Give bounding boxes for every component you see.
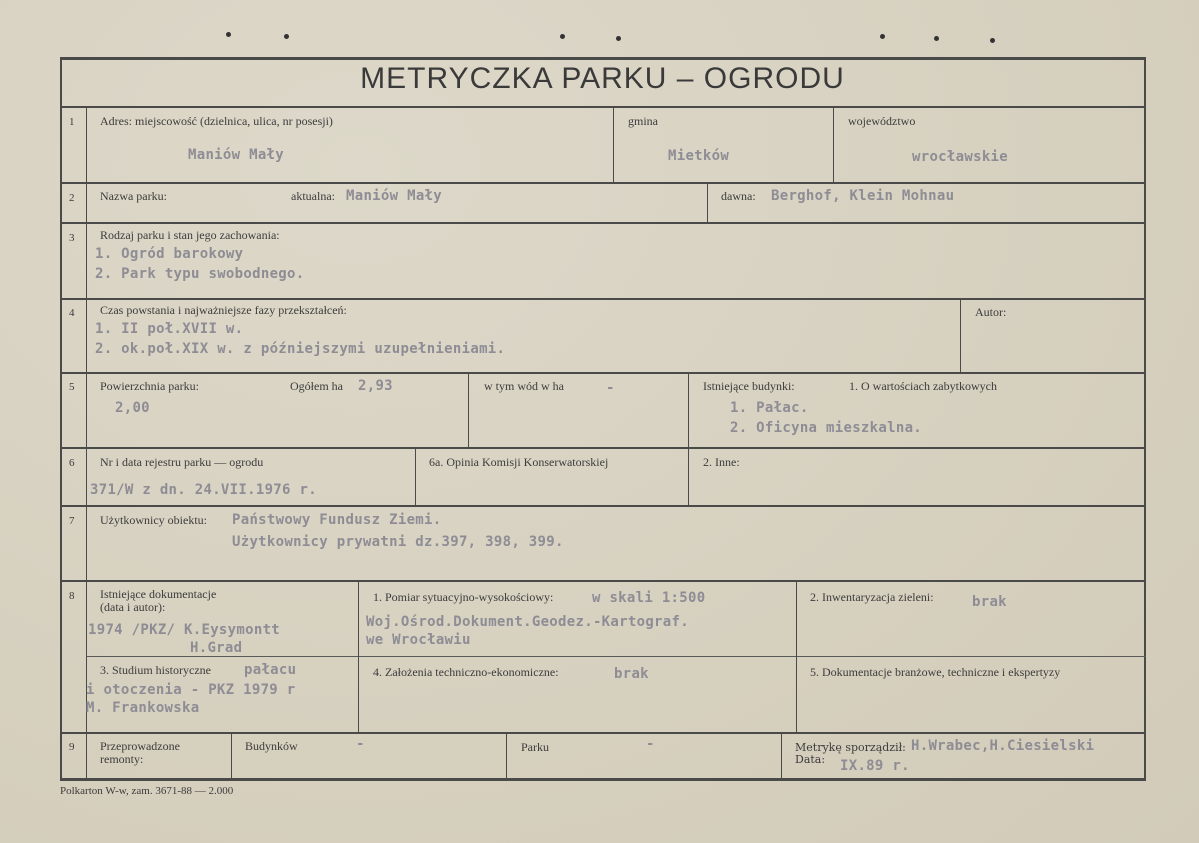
greenery-label: 2. Inwentaryzacja zieleni: (810, 590, 934, 604)
tech-econ-label: 4. Założenia techniczno-ekonomiczne: (373, 665, 559, 679)
repairs-sublabel: remonty: (100, 752, 144, 766)
buildings-repairs-value[interactable]: - (356, 736, 365, 752)
date-value[interactable]: IX.89 r. (840, 758, 910, 774)
users-line[interactable]: Użytkownicy prywatni dz.397, 398, 399. (232, 534, 564, 550)
punch-hole (284, 34, 289, 39)
park-type-label: Rodzaj parku i stan jego zachowania: (100, 228, 280, 242)
history-label: Czas powstania i najważniejsze fazy przekształceń: (100, 303, 347, 317)
form-title: METRYCZKA PARKU – OGRODU (360, 62, 845, 95)
total-area-label: Ogółem ha (290, 379, 343, 393)
punch-hole (934, 36, 939, 41)
register-value[interactable]: 371/W z dn. 24.VII.1976 r. (90, 482, 317, 498)
register-label: Nr i data rejestru parku — ogrodu (100, 455, 264, 469)
area-label: Powierzchnia parku: (100, 379, 199, 393)
docs-line[interactable]: H.Grad (190, 640, 243, 656)
row-number: 1 (69, 116, 75, 128)
author-label: Autor: (975, 305, 1007, 319)
date-label: Data: (795, 753, 826, 766)
conservation-opinion-label: 6a. Opinia Komisji Konserwatorskiej (429, 455, 609, 469)
printer-imprint: Polkarton W-w, zam. 3671-88 — 2.000 (60, 785, 234, 797)
survey-line[interactable]: Woj.Ośrod.Dokument.Geodez.-Kartograf. (366, 614, 689, 630)
wojewodztwo-value[interactable]: wrocławskie (912, 149, 1009, 165)
punch-hole (990, 38, 995, 43)
address-value[interactable]: Maniów Mały (188, 147, 285, 163)
gmina-value[interactable]: Mietków (668, 148, 730, 164)
greenery-value[interactable]: brak (972, 594, 1007, 610)
total-area-value[interactable]: 2,93 (358, 378, 393, 394)
park-name-label: Nazwa parku: (100, 189, 167, 203)
row-number: 9 (69, 741, 75, 753)
users-line[interactable]: Państwowy Fundusz Ziemi. (232, 512, 442, 528)
heritage-buildings-label: 1. O wartościach zabytkowych (849, 379, 997, 393)
water-area-value[interactable]: - (606, 380, 615, 396)
branch-docs-label: 5. Dokumentacje branżowe, techniczne i ekspertyzy (810, 665, 1061, 679)
former-name-label: dawna: (721, 189, 756, 203)
gmina-label: gmina (628, 114, 658, 128)
buildings-label: Istniejące budynki: (703, 379, 795, 393)
area-value[interactable]: 2,00 (115, 400, 150, 416)
punch-hole (226, 32, 231, 37)
current-name-value[interactable]: Maniów Mały (346, 188, 443, 204)
users-label: Użytkownicy obiektu: (100, 513, 207, 527)
park-type-line[interactable]: 1. Ogród barokowy (95, 246, 244, 262)
docs-line[interactable]: 1974 /PKZ/ K.Eysymontt (88, 622, 281, 638)
docs-label: Istniejące dokumentacje (100, 587, 217, 601)
row-number: 6 (69, 457, 75, 469)
park-repairs-value[interactable]: - (646, 736, 655, 752)
park-type-line[interactable]: 2. Park typu swobodnego. (95, 266, 305, 282)
punch-hole (616, 36, 621, 41)
current-name-label: aktualna: (291, 189, 335, 203)
row-number: 8 (69, 590, 75, 602)
historical-study-line[interactable]: i otoczenia - PKZ 1979 r (86, 682, 296, 698)
park-repairs-label: Parku (521, 740, 549, 754)
historical-study-line[interactable]: M. Frankowska (86, 700, 200, 716)
row-number: 7 (69, 515, 75, 527)
building-line[interactable]: 1. Pałac. (730, 400, 809, 416)
punch-hole (880, 34, 885, 39)
row-number: 2 (69, 192, 75, 204)
docs-sublabel: (data i autor): (100, 600, 166, 614)
prepared-by-value[interactable]: H.Wrabec,H.Ciesielski (911, 738, 1095, 754)
other-buildings-label: 2. Inne: (703, 455, 740, 469)
survey-value[interactable]: w skali 1:500 (592, 590, 706, 606)
row-number: 4 (69, 307, 75, 319)
buildings-repairs-label: Budynków (245, 739, 298, 753)
history-line[interactable]: 1. II poł.XVII w. (95, 321, 244, 337)
building-line[interactable]: 2. Oficyna mieszkalna. (730, 420, 923, 436)
prepared-by-label: Metrykę sporządził: (795, 741, 906, 754)
tech-econ-value[interactable]: brak (614, 666, 649, 682)
historical-study-label: 3. Studium historyczne (100, 663, 211, 677)
punch-hole (560, 34, 565, 39)
history-line[interactable]: 2. ok.poł.XIX w. z późniejszymi uzupełnieniami. (95, 341, 506, 357)
wojewodztwo-label: województwo (848, 114, 916, 128)
row-number: 3 (69, 232, 75, 244)
water-area-label: w tym wód w ha (484, 379, 564, 393)
row-number: 5 (69, 381, 75, 393)
address-label: Adres: miejscowość (dzielnica, ulica, nr posesji) (100, 114, 333, 128)
repairs-label: Przeprowadzone (100, 739, 180, 753)
survey-label: 1. Pomiar sytuacyjno-wysokościowy: (373, 590, 554, 604)
survey-line[interactable]: we Wrocławiu (366, 632, 471, 648)
historical-study-value[interactable]: pałacu (244, 662, 297, 678)
former-name-value[interactable]: Berghof, Klein Mohnau (771, 188, 955, 204)
